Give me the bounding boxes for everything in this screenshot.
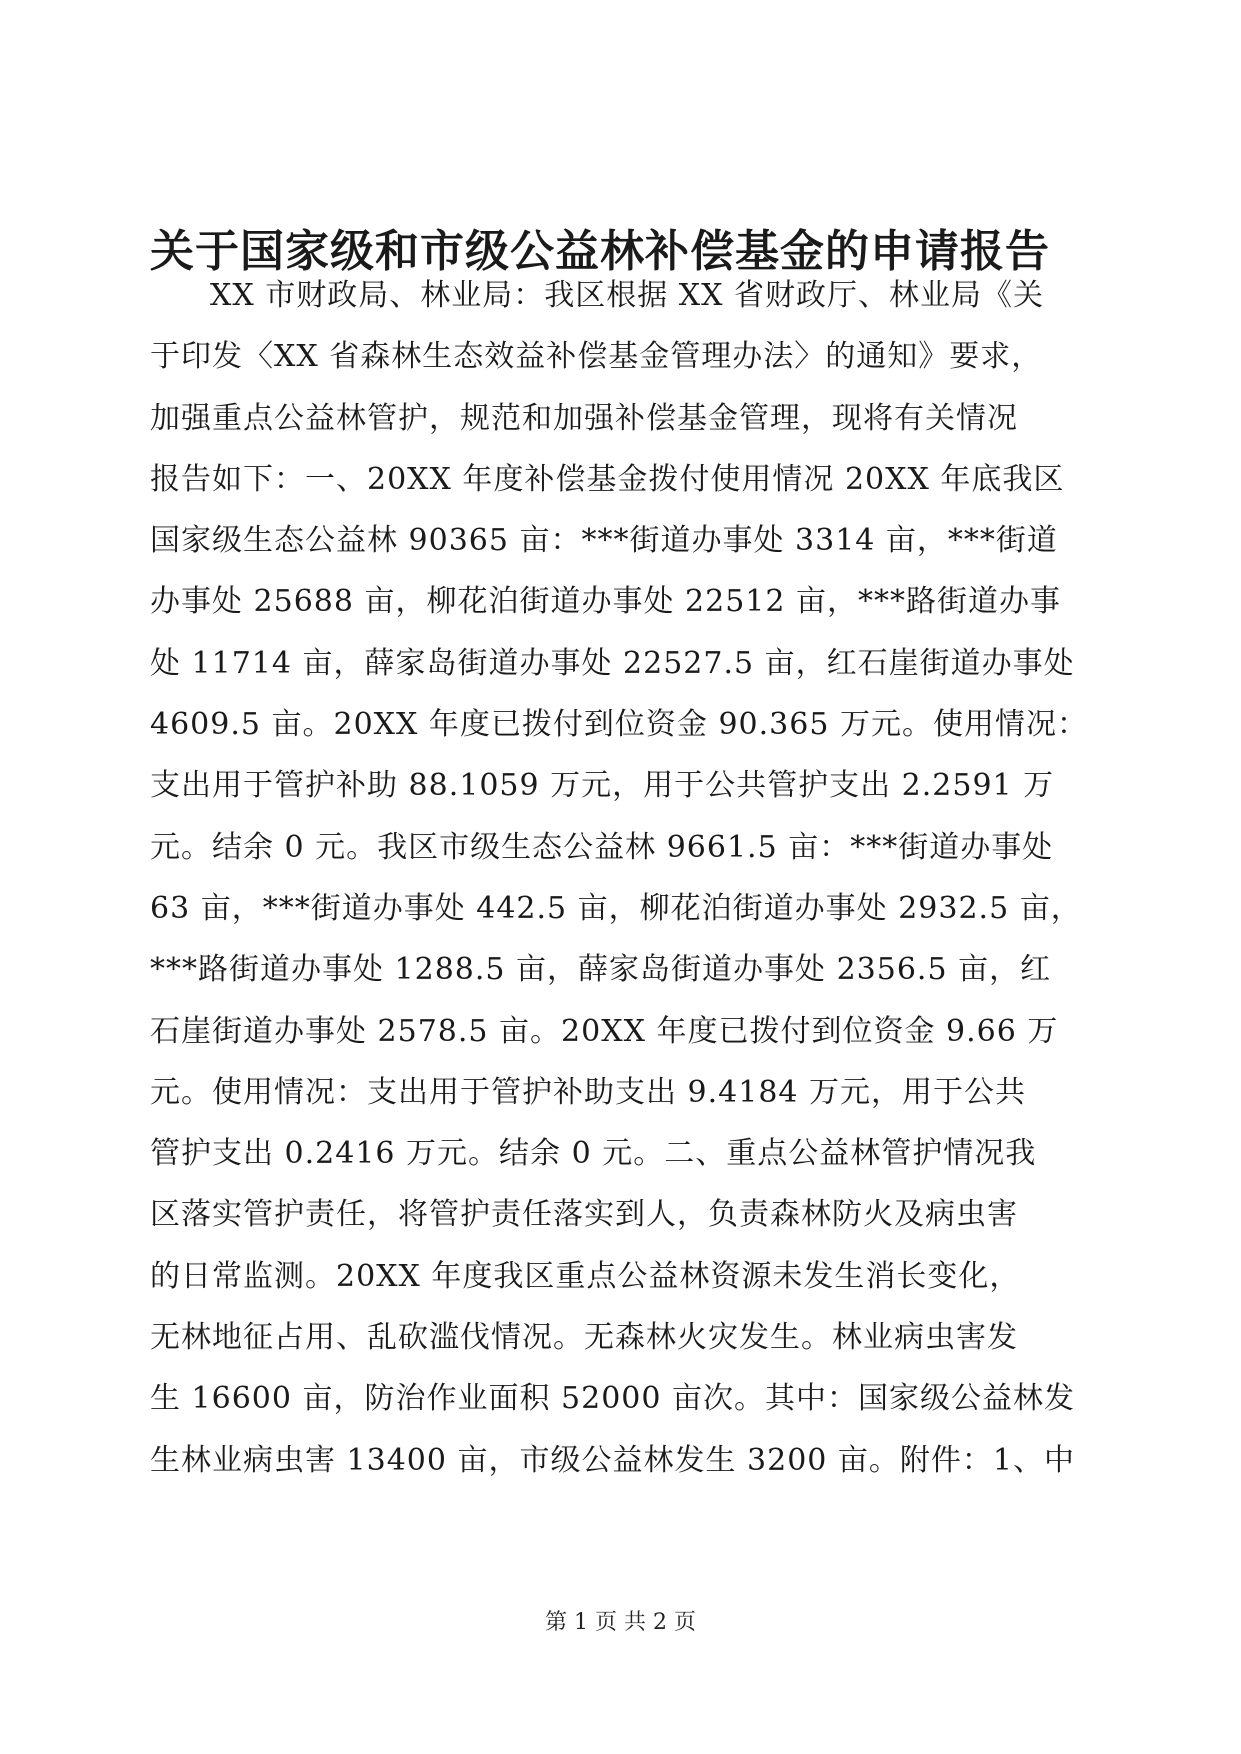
body-line: 国家级生态公益林 90365 亩：***街道办事处 3314 亩，***街道 — [150, 523, 1058, 559]
body-line: 区落实管护责任，将管护责任落实到人，负责森林防火及病虫害 — [150, 1197, 1018, 1233]
body-line: 4609.5 亩。20XX 年度已拨付到位资金 90.365 万元。使用情况： — [150, 707, 1088, 743]
body-line: 石崖街道办事处 2578.5 亩。20XX 年度已拨付到位资金 9.66 万 — [150, 1013, 1059, 1049]
body-line: 于印发〈XX 省森林生态效益补偿基金管理办法〉的通知》要求， — [150, 339, 1043, 375]
body-line: 报告如下：一、20XX 年度补偿基金拨付使用情况 20XX 年底我区 — [150, 461, 1065, 497]
body-line: 管护支出 0.2416 万元。结余 0 元。二、重点公益林管护情况我 — [150, 1136, 1037, 1172]
body-line: ***路街道办事处 1288.5 亩，薛家岛街道办事处 2356.5 亩，红 — [150, 952, 1052, 988]
page-indicator: 第 1 页 共 2 页 — [545, 1610, 696, 1635]
document-title: 关于国家级和市级公益林补偿基金的申请报告 — [150, 226, 1050, 277]
body-line: 办事处 25688 亩，柳花泊街道办事处 22512 亩，***路街道办事 — [150, 584, 1062, 620]
body-line: 生 16600 亩，防治作业面积 52000 亩次。其中：国家级公益林发 — [150, 1381, 1076, 1417]
body-line: 无林地征占用、乱砍滥伐情况。无森林火灾发生。林业病虫害发 — [150, 1320, 1018, 1356]
body-line: 支出用于管护补助 88.1059 万元，用于公共管护支出 2.2591 万 — [150, 768, 1055, 804]
body-line: 加强重点公益林管护，规范和加强补偿基金管理，现将有关情况 — [150, 400, 1018, 436]
body-line: 63 亩，***街道办事处 442.5 亩，柳花泊街道办事处 2932.5 亩， — [150, 890, 1082, 926]
body-line: 元。使用情况：支出用于管护补助支出 9.4184 万元，用于公共 — [150, 1074, 1027, 1110]
body-line: 元。结余 0 元。我区市级生态公益林 9661.5 亩：***街道办事处 — [150, 829, 1054, 865]
body-line: 生林业病虫害 13400 亩，市级公益林发生 3200 亩。附件：1、中 — [150, 1442, 1076, 1478]
body-line: 处 11714 亩，薛家岛街道办事处 22527.5 亩，红石崖街道办事处 — [150, 645, 1075, 681]
body-line: 的日常监测。20XX 年度我区重点公益林资源未发生消长变化， — [150, 1258, 1021, 1294]
document-body — [150, 265, 1100, 1491]
body-line: XX 市财政局、林业局：我区根据 XX 省财政厅、林业局《关 — [210, 278, 1045, 313]
page-footer — [0, 1608, 1241, 1638]
